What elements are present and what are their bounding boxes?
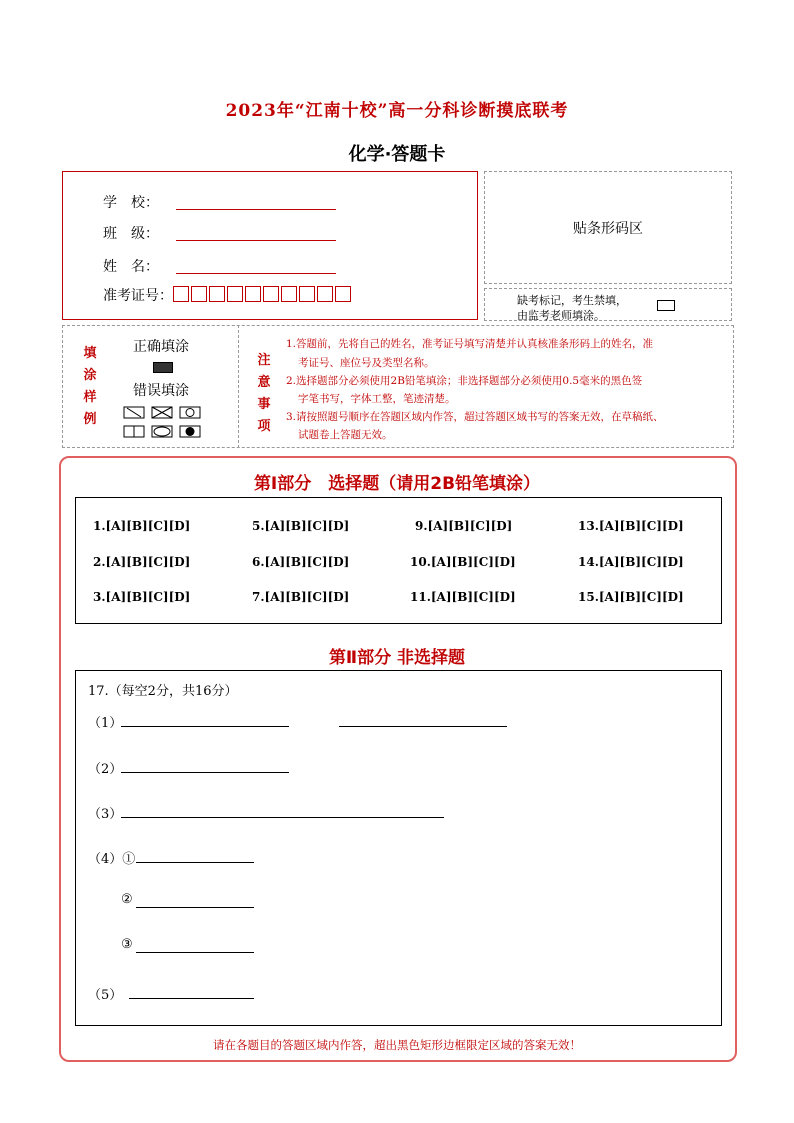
absent-note-line2: 由监考老师填涂。 xyxy=(517,309,605,322)
answer-blank[interactable] xyxy=(339,725,507,727)
notice-line: 考证号、座位号及类型名称。 xyxy=(298,357,435,369)
id-digit-box[interactable] xyxy=(335,286,351,302)
id-digit-box[interactable] xyxy=(281,286,297,302)
side-char: 项 xyxy=(257,419,271,434)
exam-id-label: 准考证号： xyxy=(103,288,173,304)
part1-title: 第Ⅰ部分 选择题（请用2B铅笔填涂） xyxy=(253,474,541,494)
mc-question-7[interactable]: 7.[A][B][C][D] xyxy=(252,590,350,604)
mc-question-15[interactable]: 15.[A][B][C][D] xyxy=(578,590,684,604)
side-char: 注 xyxy=(257,353,271,368)
multiple-choice-box xyxy=(75,497,722,624)
mc-question-3[interactable]: 3.[A][B][C][D] xyxy=(93,590,191,604)
notice-line: 字笔书写，字体工整，笔迹清楚。 xyxy=(298,393,456,405)
wrong-fill-samples-row1 xyxy=(123,406,203,420)
answer-blank[interactable] xyxy=(121,816,444,818)
answer-blank[interactable] xyxy=(121,771,289,773)
mc-question-14[interactable]: 14.[A][B][C][D] xyxy=(578,555,684,569)
id-digit-box[interactable] xyxy=(317,286,333,302)
id-digit-box[interactable] xyxy=(245,286,261,302)
side-char: 填 xyxy=(83,346,97,361)
side-char: 样 xyxy=(83,390,97,405)
q17-sub4c-label: ③ xyxy=(121,937,133,952)
answer-blank[interactable] xyxy=(136,951,254,953)
exam-id-boxes[interactable] xyxy=(173,286,351,302)
name-field[interactable] xyxy=(176,259,336,274)
absent-mark-checkbox[interactable] xyxy=(657,300,675,311)
sample-divider xyxy=(238,325,239,448)
id-digit-box[interactable] xyxy=(263,286,279,302)
side-char: 例 xyxy=(83,412,97,427)
wrong-fill-samples-row2 xyxy=(123,425,203,439)
correct-fill-label: 正确填涂 xyxy=(133,339,189,355)
absent-note-line1: 缺考标记，考生禁填， xyxy=(517,294,627,307)
school-field[interactable] xyxy=(176,195,336,210)
absent-mark-box xyxy=(484,288,732,321)
q17-sub5-label: （5） xyxy=(88,988,123,1003)
answer-blank[interactable] xyxy=(136,861,254,863)
id-digit-box[interactable] xyxy=(227,286,243,302)
q17-sub4b-label: ② xyxy=(121,892,133,907)
id-digit-box[interactable] xyxy=(209,286,225,302)
barcode-label: 贴条形码区 xyxy=(573,220,643,237)
mc-question-5[interactable]: 5.[A][B][C][D] xyxy=(252,519,350,533)
side-char: 意 xyxy=(257,375,271,390)
mc-question-6[interactable]: 6.[A][B][C][D] xyxy=(252,555,350,569)
id-digit-box[interactable] xyxy=(191,286,207,302)
name-label: 姓 名： xyxy=(103,259,159,275)
class-label: 班 级： xyxy=(103,226,159,242)
q17-sub1-label: （1） xyxy=(88,716,123,731)
student-info-box xyxy=(62,171,478,320)
id-digit-box[interactable] xyxy=(173,286,189,302)
mc-question-1[interactable]: 1.[A][B][C][D] xyxy=(93,519,191,533)
answer-blank[interactable] xyxy=(129,997,254,999)
mc-question-9[interactable]: 9.[A][B][C][D] xyxy=(415,519,513,533)
class-field[interactable] xyxy=(176,226,336,241)
q17-sub3-label: （3） xyxy=(88,807,123,822)
q17-sub4-label: （4）① xyxy=(88,852,136,867)
id-digit-box[interactable] xyxy=(299,286,315,302)
notice-line: 1.答题前，先将自己的姓名，准考证号填写清楚并认真核准条形码上的姓名，准 xyxy=(286,338,654,350)
school-label: 学 校： xyxy=(103,195,159,211)
answer-blank[interactable] xyxy=(121,725,289,727)
barcode-area xyxy=(484,171,732,284)
q17-heading: 17.（每空2分，共16分） xyxy=(88,684,238,699)
part2-title: 第Ⅱ部分 非选择题 xyxy=(328,648,466,668)
footer-note: 请在各题目的答题区域内作答，超出黑色矩形边框限定区域的答案无效！ xyxy=(213,1038,581,1052)
page-title: 2023年“江南十校”高一分科诊断摸底联考 xyxy=(225,101,569,121)
free-response-box xyxy=(75,670,722,1026)
side-char: 涂 xyxy=(83,368,97,383)
mc-question-2[interactable]: 2.[A][B][C][D] xyxy=(93,555,191,569)
wrong-fill-label: 错误填涂 xyxy=(133,383,189,399)
answer-sheet-subtitle: 化学·答题卡 xyxy=(348,144,446,165)
answer-blank[interactable] xyxy=(136,906,254,908)
mc-question-13[interactable]: 13.[A][B][C][D] xyxy=(578,519,684,533)
mc-question-11[interactable]: 11.[A][B][C][D] xyxy=(410,590,516,604)
notice-line: 3.请按照题号顺序在答题区域内作答，超过答题区域书写的答案无效，在草稿纸、 xyxy=(286,411,664,423)
mc-question-10[interactable]: 10.[A][B][C][D] xyxy=(410,555,516,569)
q17-sub2-label: （2） xyxy=(88,762,123,777)
correct-fill-sample xyxy=(153,362,173,373)
notice-line: 试题卷上答题无效。 xyxy=(298,429,393,441)
notice-line: 2.选择题部分必须使用2B铅笔填涂；非选择题部分必须使用0.5毫米的黑色签 xyxy=(286,375,643,387)
notice-side-label xyxy=(257,350,271,438)
side-char: 事 xyxy=(257,397,271,412)
fill-sample-side-label xyxy=(83,343,97,431)
